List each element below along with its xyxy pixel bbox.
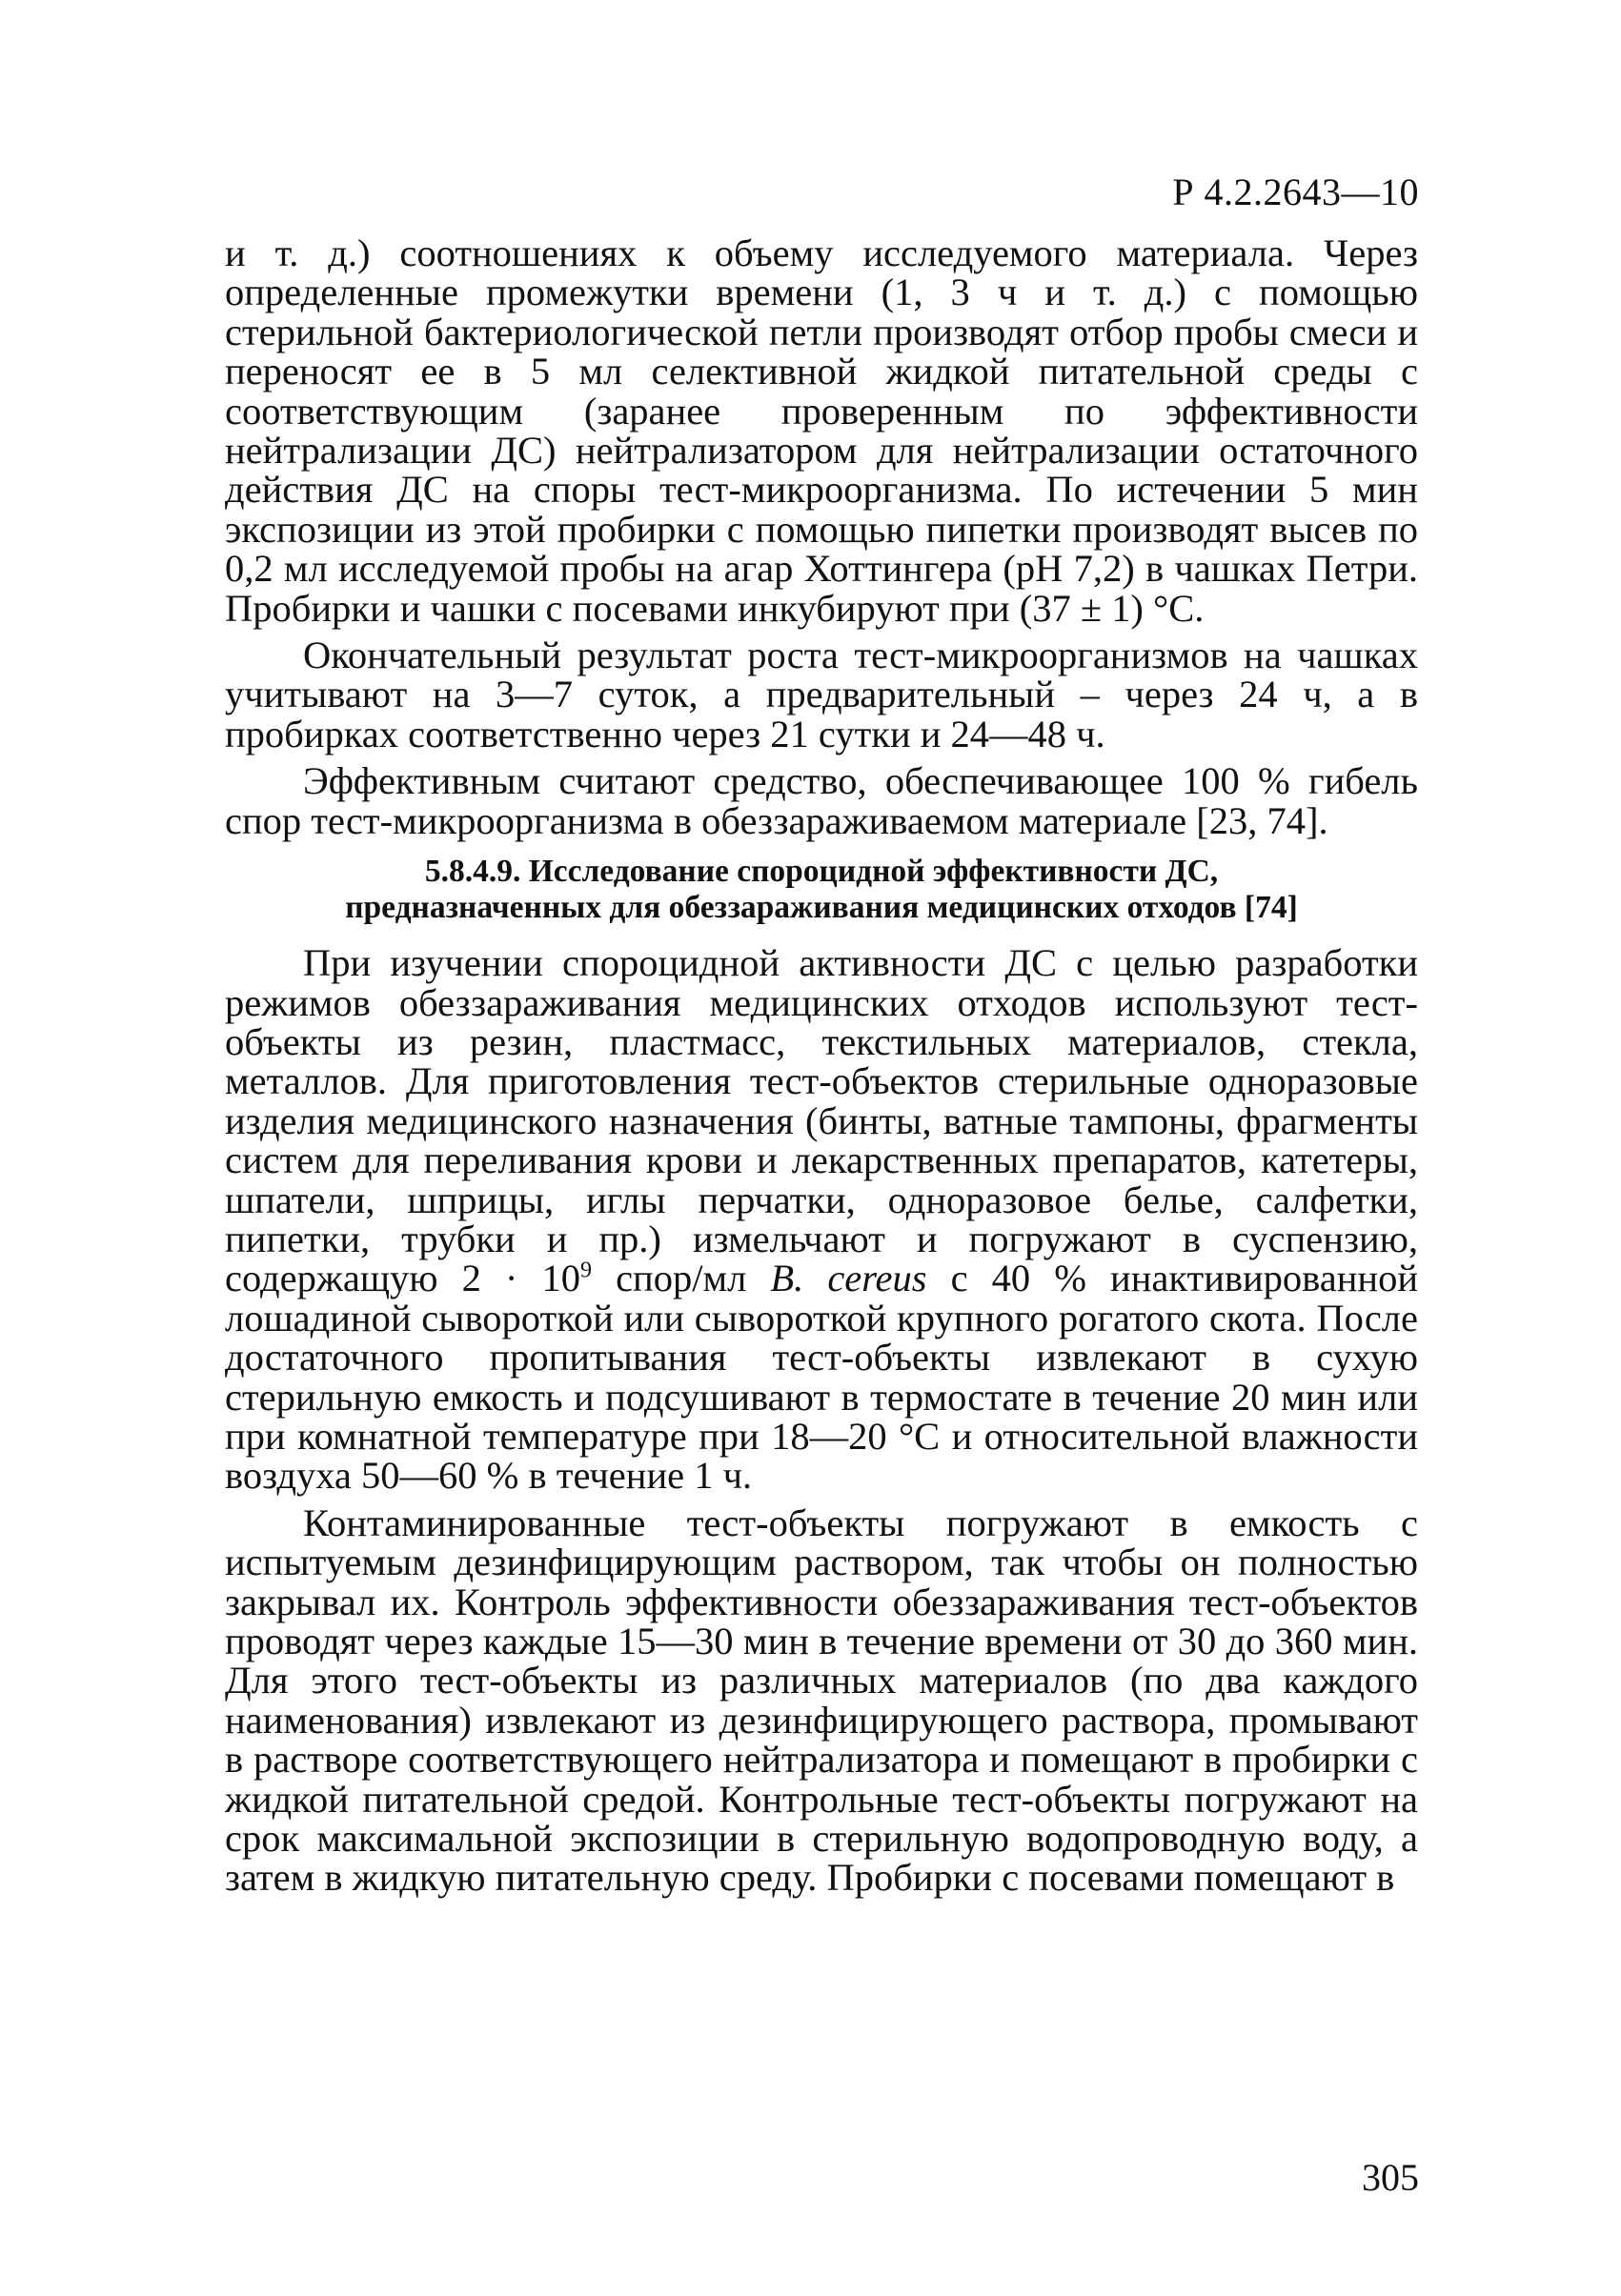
paragraph-2: Окончательный результат роста тест-микроорганизмов на чашках учитывают на 3—7 суток, а предварительный – через 24 ч, а в пробирках соответственно через 21 сутки и 24—48 ч. [225,634,1418,755]
section-heading-line-2: предназначенных для обеззараживания медицинских отходов [74] [345,890,1298,926]
species-name: B. cereus [770,1257,927,1300]
paragraph-1: и т. д.) соотношениях к объему исследуемого материала. Через определенные промежутки времени (1, 3 ч и т. д.) с помощью стерильной бактериологической петли производят отбор пробы смеси и переносят ее в 5 мл селективной жидкой питательной среды с соответствующим (заранее проверенным по эффективности нейтрализации ДС) нейтрализатором для нейтрализации остаточного действия ДС на споры тест-микроорганизма. По истечении 5 мин экспозиции из этой пробирки с помощью пипетки производят высев по 0,2 мл исследуемой пробы на агар Хоттингера (pH 7,2) в чашках Петри. Пробирки и чашки с посевами инкубируют при (37 ± 1) °С. [225,232,1418,630]
exponent: 9 [580,1258,592,1283]
section-heading [225,854,1418,926]
section-heading-line-1: 5.8.4.9. Исследование спороцидной эффективности ДС, [424,854,1219,890]
paragraph-3: Эффективным считают средство, обеспечивающее 100 % гибель спор тест-микроорганизма в обеззараживаемом материале [23, 74]. [225,759,1418,842]
paragraph-5: Контаминированные тест-объекты погружают в емкость с испытуемым дезинфицирующим раствором, так чтобы он полностью закрывал их. Контроль эффективности обеззараживания тест-объектов проводят через каждые 15—30 мин в течение времени от 30 до 360 мин. Для этого тест-объекты из различных материалов (по два каждого наименования) извлекают из дезинфицирующего раствора, промывают в растворе соответствующего нейтрализатора и помещают в пробирки с жидкой питательной средой. Контрольные тест-объекты погружают на срок максимальной экспозиции в стерильную водопроводную воду, а затем в жидкую питательную среду. Пробирки с посевами помещают в [225,1500,1418,1900]
paragraph-4-part-c: с 40 % инактивированной лошадиной сывороткой или сывороткой крупного рогатого скота. После достаточного пропитывания тест-объекты извлекают в сухую стерильную емкость и подсушивают в термостате в течение 20 мин или при комнатной температуре при 18—20 °С и относительной влажности воздуха 50—60 % в течение 1 ч. [225,1257,1419,1498]
main-text [225,233,1418,1905]
paragraph-4-part-a: При изучении спороцидной активности ДС с целью разработки режимов обеззараживания медицинских отходов используют тест-объекты из резин, пластмасс, текстильных материалов, стекла, металлов. Для приготовления тест-объектов стерильные одноразовые изделия медицинского назначения (бинты, ватные тампоны, фрагменты систем для переливания крови и лекарственных препаратов, катетеры, шпатели, шприцы, иглы перчатки, одноразовое белье, салфетки, пипетки, трубки и пр.) измельчают и погружают в суспензию, содержащую 2 · 10 [225,941,1418,1300]
paragraph-4-part-b: спор/мл [592,1257,771,1300]
paragraph-4 [225,943,1418,1496]
document-code: Р 4.2.2643—10 [1172,171,1419,213]
page-number: 305 [1362,2156,1419,2199]
